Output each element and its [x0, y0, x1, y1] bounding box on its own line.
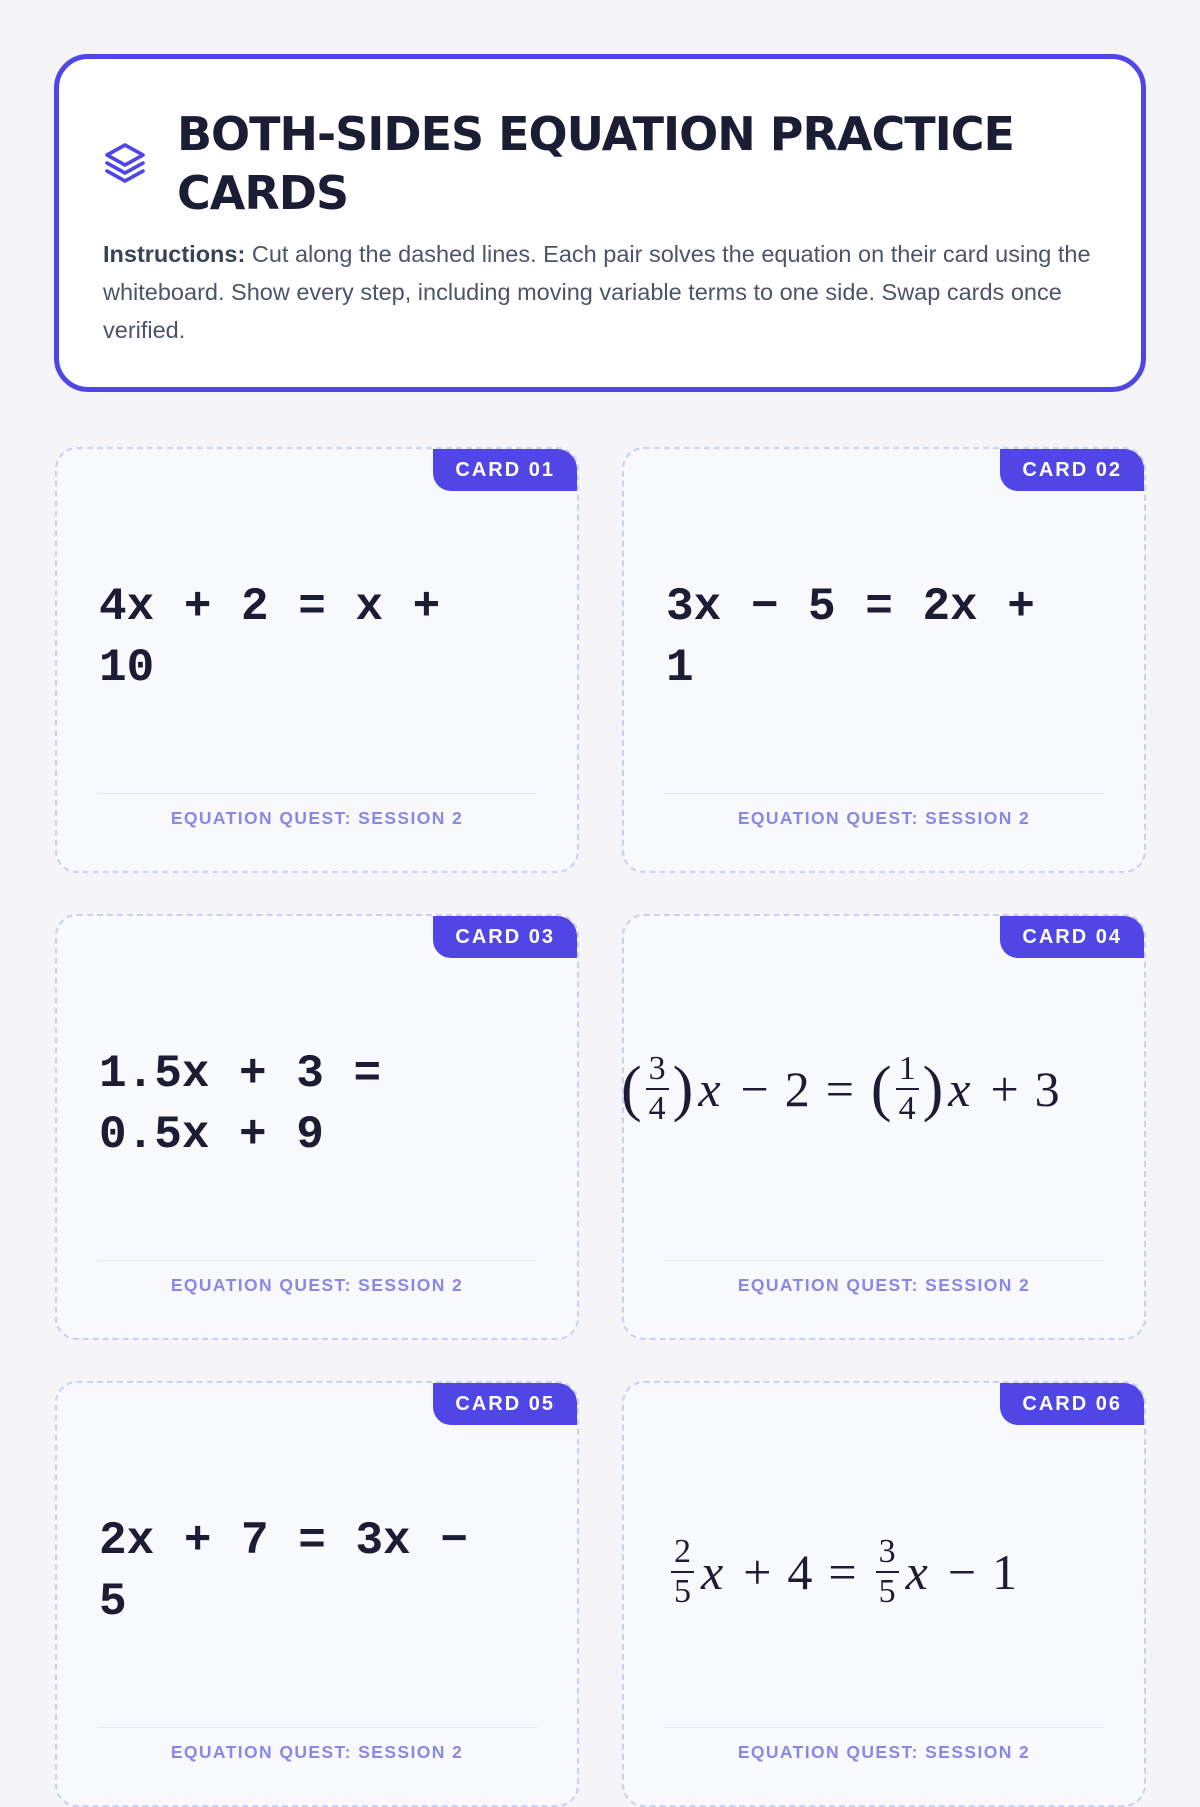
card-number-badge: CARD 03	[433, 916, 577, 958]
equation-operator: +	[743, 1544, 772, 1600]
equation-fraction	[876, 1535, 899, 1609]
equation-equals: =	[828, 1544, 857, 1600]
card-equation: 2x + 7 = 3x − 5	[99, 1515, 468, 1628]
card-equation: 1.5x + 3 = 0.5x + 9	[99, 1048, 382, 1161]
card-footer: EQUATION QUEST: SESSION 2	[170, 1742, 464, 1762]
fraction-numerator: 2	[671, 1535, 694, 1573]
card-footer: EQUATION QUEST: SESSION 2	[170, 808, 464, 828]
equation-equals: =	[825, 1061, 854, 1117]
equation-operator: −	[740, 1061, 769, 1117]
instructions-label: Instructions:	[103, 241, 246, 267]
equation-paren: )	[672, 1054, 694, 1123]
card-divider	[97, 1727, 537, 1728]
instructions	[103, 235, 1113, 349]
equation-operator: +	[990, 1061, 1019, 1117]
card-divider	[97, 1260, 537, 1261]
equation-constant: 2	[784, 1061, 810, 1117]
card-footer: EQUATION QUEST: SESSION 2	[737, 1742, 1031, 1762]
page-title: BOTH-SIDES EQUATION PRACTICE CARDS	[177, 107, 1014, 220]
card-divider	[664, 1727, 1104, 1728]
equation-variable: x	[698, 1061, 721, 1117]
equation-variable: x	[905, 1544, 928, 1600]
practice-card	[55, 914, 579, 1340]
equation-paren: )	[922, 1054, 944, 1123]
practice-card	[622, 1381, 1146, 1807]
card-divider	[664, 1260, 1104, 1261]
fraction-numerator: 3	[646, 1052, 669, 1090]
card-number-badge: CARD 01	[433, 449, 577, 491]
card-divider	[664, 793, 1104, 794]
equation-fraction	[896, 1052, 919, 1126]
card-equation	[620, 1052, 1060, 1126]
header-panel	[54, 54, 1146, 392]
card-equation: 3x − 5 = 2x + 1	[666, 581, 1035, 694]
card-number-badge: CARD 02	[1000, 449, 1144, 491]
equation-variable: x	[701, 1544, 724, 1600]
equation-variable: x	[948, 1061, 971, 1117]
card-footer: EQUATION QUEST: SESSION 2	[737, 1275, 1031, 1295]
layers-icon	[101, 139, 149, 187]
equation-fraction	[646, 1052, 669, 1126]
practice-card	[622, 447, 1146, 873]
fraction-denominator: 4	[898, 1090, 916, 1127]
instructions-text: Cut along the dashed lines. Each pair solves the equation on their card using the whiteboard. Show every step, including moving variable terms to one side. Swap cards once verified.	[103, 241, 1091, 343]
fraction-numerator: 3	[876, 1535, 899, 1573]
equation-operator: −	[947, 1544, 977, 1600]
card-number-badge: CARD 05	[433, 1383, 577, 1425]
fraction-numerator: 1	[896, 1052, 919, 1090]
fraction-denominator: 4	[648, 1090, 666, 1127]
equation-paren: (	[621, 1054, 642, 1123]
card-footer: EQUATION QUEST: SESSION 2	[737, 808, 1031, 828]
practice-card	[55, 447, 579, 873]
card-equation	[668, 1535, 1017, 1609]
card-footer: EQUATION QUEST: SESSION 2	[170, 1275, 464, 1295]
fraction-denominator: 5	[674, 1573, 691, 1610]
card-divider	[97, 793, 537, 794]
equation-fraction	[671, 1535, 694, 1609]
card-number-badge: CARD 06	[1000, 1383, 1144, 1425]
fraction-denominator: 5	[878, 1573, 896, 1610]
equation-constant: 3	[1034, 1061, 1060, 1117]
equation-constant: 1	[992, 1544, 1018, 1600]
card-number-badge: CARD 04	[1000, 916, 1144, 958]
equation-constant: 4	[787, 1544, 813, 1600]
practice-card	[622, 914, 1146, 1340]
card-equation: 4x + 2 = x + 10	[99, 581, 441, 694]
equation-paren: (	[870, 1054, 892, 1123]
practice-card	[55, 1381, 579, 1807]
